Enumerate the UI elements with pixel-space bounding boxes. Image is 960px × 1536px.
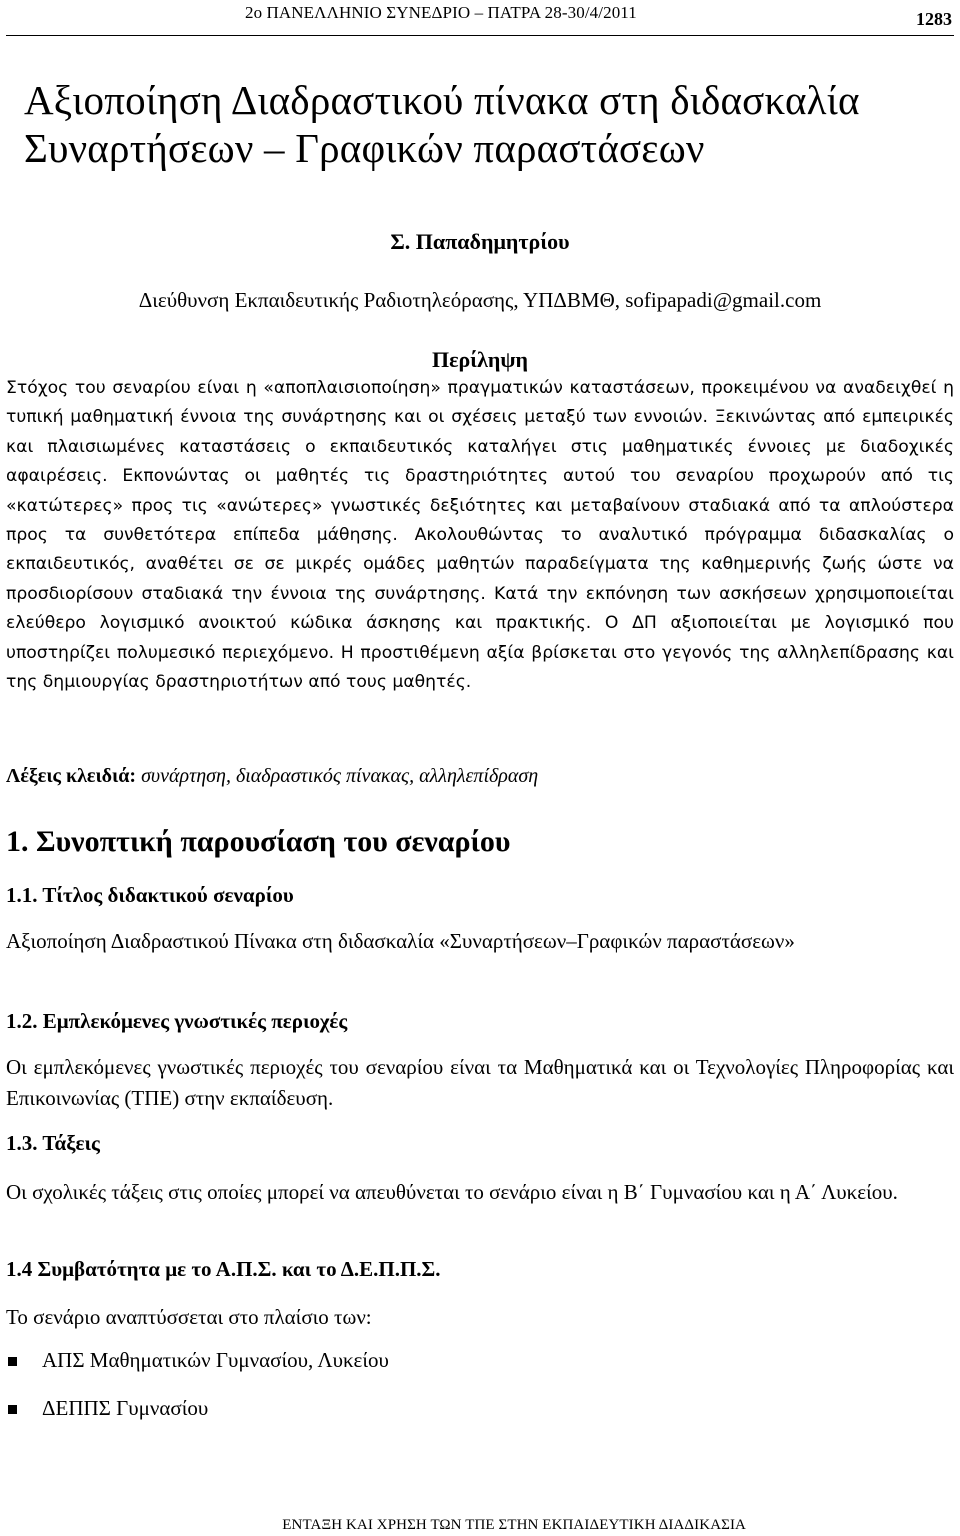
header-rule (6, 35, 954, 36)
keywords (6, 765, 954, 788)
abstract-heading: Περίληψη (431, 347, 529, 372)
author-name: Σ. Παπαδημητρίου (390, 229, 570, 254)
page-number: 1283 (916, 9, 952, 29)
paper-title (24, 76, 944, 172)
square-bullet-icon (8, 1357, 17, 1366)
keywords-values: συνάρτηση, διαδραστικός πίνακας, αλληλεπίδραση (141, 765, 539, 787)
section-heading: 1. Συνοπτική παρουσίαση του σεναρίου (6, 825, 511, 858)
author-affiliation: Διεύθυνση Εκπαιδευτικής Ραδιοτηλεόρασης, ΥΠΔΒΜΘ, sofipapadi@gmail.com (138, 288, 822, 312)
subsection-text-1-4: Το σενάριο αναπτύσσεται στο πλαίσιο των: (6, 1305, 372, 1329)
subsection-heading-1-3: 1.3. Τάξεις (6, 1131, 100, 1155)
conference-name: 2ο ΠΑΝΕΛΛΗΝΙΟ ΣΥΝΕΔΡΙΟ – ΠΑΤΡΑ 28-30/4/2011 (245, 3, 637, 22)
subsection-heading-1-1: 1.1. Τίτλος διδακτικού σεναρίου (6, 883, 294, 907)
running-header (0, 0, 960, 40)
subsection-heading-1-2: 1.2. Εμπλεκόμενες γνωστικές περιοχές (6, 1009, 348, 1033)
title-line-1: Αξιοποίηση Διαδραστικού πίνακα στη διδασκαλία (24, 77, 860, 123)
subsection-heading-1-4: 1.4 Συμβατότητα με το Α.Π.Σ. και το Δ.Ε.Π.Π.Σ. (6, 1257, 441, 1281)
document-page: 2ο ΠΑΝΕΛΛΗΝΙΟ ΣΥΝΕΔΡΙΟ – ΠΑΤΡΑ 28-30/4/2011 1283 Αξιοποίηση Διαδραστικού πίνακα στη διδασκαλία Συναρτήσεων – Γραφικών παραστάσεων Σ. Παπαδημητρίου Διεύθυνση Εκπαιδευτικής Ραδιοτηλεόρασης, ΥΠΔΒΜΘ, sofipapadi@gmail.com Περίληψη Στόχος του σεναρίου είναι η «αποπλαισιοποίηση» πραγματικών καταστάσεων, προκειμένου να αναδειχθεί η τυπική μαθηματική έννοια της συνάρτησης και οι σχέσεις μεταξύ των εννοιών. Ξεκινώντας από εμπειρικές και πλαισιωμένες καταστάσεις ο εκπαιδευτικός καταλήγει στις μαθηματικές έννοιες με διαδοχικές αφαιρέσεις. Εκπονώντας οι μαθητές τις δραστηριότητες αυτού του σεναρίου προχωρούν από τις «κατώτερες» προς τις «ανώτερες» γνωστικές δεξιότητες και μεταβαίνουν σταδιακά από τα απλούστερα προς τα συνθετότερα επίπεδα μάθησης. Ακολουθώντας το αναλυτικό πρόγραμμα διδασκαλίας ο εκπαιδευτικός, αναθέτει σε σε μικρές ομάδες μαθητών παραδείγματα της καθημερινής ζωής ώστε να προσδιορίσουν σταδιακά την έννοια της συνάρτησης. Κατά την εκπόνηση των ασκήσεων χρησιμοποιείται ελεύθερο λογισμικό ανοικτού κώδικα άσκησης και πρακτικής. Ο ΔΠ αξιοποιείται με λογισμικό που υποστηρίζει πολυμεσικό περιεχόμενο. Η προστιθέμενη αξία βρίσκεται στο γεγονός της αλληλεπίδρασης και της δημιουργίας δραστηριοτήτων από τους μαθητές. Λέξεις κλειδιά: συνάρτηση, διαδραστικός πίνακας, αλληλεπίδραση 1. Συνοπτική παρουσίαση του σεναρίου 1.1. Τίτλος διδακτικού σεναρίου Αξιοποίηση Διαδραστικού Πίνακα στη διδασκαλία «Συναρτήσεων–Γραφικών παραστάσεων» 1.2. Εμπλεκόμενες γνωστικές περιοχές Οι εμπλεκόμενες γνωστικές περιοχές του σεναρίου είναι τα Μαθηματικά και οι Τεχνολογίες Πληροφορίας και Επικοινωνίας (ΤΠΕ) στην εκπαίδευση. 1.3. Τάξεις Οι σχολικές τάξεις στις οποίες μπορεί να απευθύνεται το σενάριο είναι η Β΄ Γυμνασίου και η Α΄ Λυκείου. 1.4 Συμβατότητα με το Α.Π.Σ. και το Δ.Ε.Π.Π.Σ. Το σενάριο αναπτύσσεται στο πλαίσιο των: ΑΠΣ Μαθηματικών Γυμνασίου, Λυκείου ΔΕΠΠΣ Γυμνασίου ΕΝΤΑΞΗ ΚΑΙ ΧΡΗΣΗ ΤΩΝ ΤΠΕ ΣΤΗΝ ΕΚΠΑΙΔΕΥΤΙΚΗ ΔΙΑΔΙΚΑΣΙΑ (0, 0, 960, 1536)
subsection-text-1-2: Οι εμπλεκόμενες γνωστικές περιοχές του σεναρίου είναι τα Μαθηματικά και οι Τεχνολογίες Πληροφορίας και Επικοινωνίας (ΤΠΕ) στην εκπαίδευση. (6, 1055, 954, 1110)
subsection-text-1-3: Οι σχολικές τάξεις στις οποίες μπορεί να απευθύνεται το σενάριο είναι η Β΄ Γυμνασίου και η Α΄ Λυκείου. (6, 1180, 898, 1204)
abstract-text: Στόχος του σεναρίου είναι η «αποπλαισιοποίηση» πραγματικών καταστάσεων, προκειμένου να αναδειχθεί η τυπική μαθηματική έννοια της συνάρτησης και οι σχέσεις μεταξύ των εννοιών. Ξεκινώντας από εμπειρικές και πλαισιωμένες καταστάσεις ο εκπαιδευτικός καταλήγει στις μαθηματικές έννοιες με διαδοχικές αφαιρέσεις. Εκπονώντας οι μαθητές τις δραστηριότητες αυτού του σεναρίου προχωρούν από τις «κατώτερες» προς τις «ανώτερες» γνωστικές δεξιότητες και μεταβαίνουν σταδιακά από τα απλούστερα προς τα συνθετότερα επίπεδα μάθησης. Ακολουθώντας το αναλυτικό πρόγραμμα διδασκαλίας ο εκπαιδευτικός, αναθέτει σε σε μικρές ομάδες μαθητών παραδείγματα της καθημερινής ζωής ώστε να προσδιορίσουν σταδιακά την έννοια της συνάρτησης. Κατά την εκπόνηση των ασκήσεων χρησιμοποιείται ελεύθερο λογισμικό ανοικτού κώδικα άσκησης και πρακτικής. Ο ΔΠ αξιοποιείται με λογισμικό που υποστηρίζει πολυμεσικό περιεχόμενο. Η προστιθέμενη αξία βρίσκεται στο γεγονός της αλληλεπίδρασης και της δημιουργίας δραστηριοτήτων από τους μαθητές. (6, 378, 954, 693)
square-bullet-icon (8, 1405, 17, 1414)
abstract-body (6, 374, 954, 697)
keywords-label: Λέξεις κλειδιά: (6, 765, 137, 787)
running-footer: ΕΝΤΑΞΗ ΚΑΙ ΧΡΗΣΗ ΤΩΝ ΤΠΕ ΣΤΗΝ ΕΚΠΑΙΔΕΥΤΙΚΗ ΔΙΑΔΙΚΑΣΙΑ (282, 1517, 746, 1533)
title-line-2: Συναρτήσεων – Γραφικών παραστάσεων (24, 125, 705, 171)
subsection-text-1-1: Αξιοποίηση Διαδραστικού Πίνακα στη διδασκαλία «Συναρτήσεων–Γραφικών παραστάσεων» (6, 929, 795, 953)
